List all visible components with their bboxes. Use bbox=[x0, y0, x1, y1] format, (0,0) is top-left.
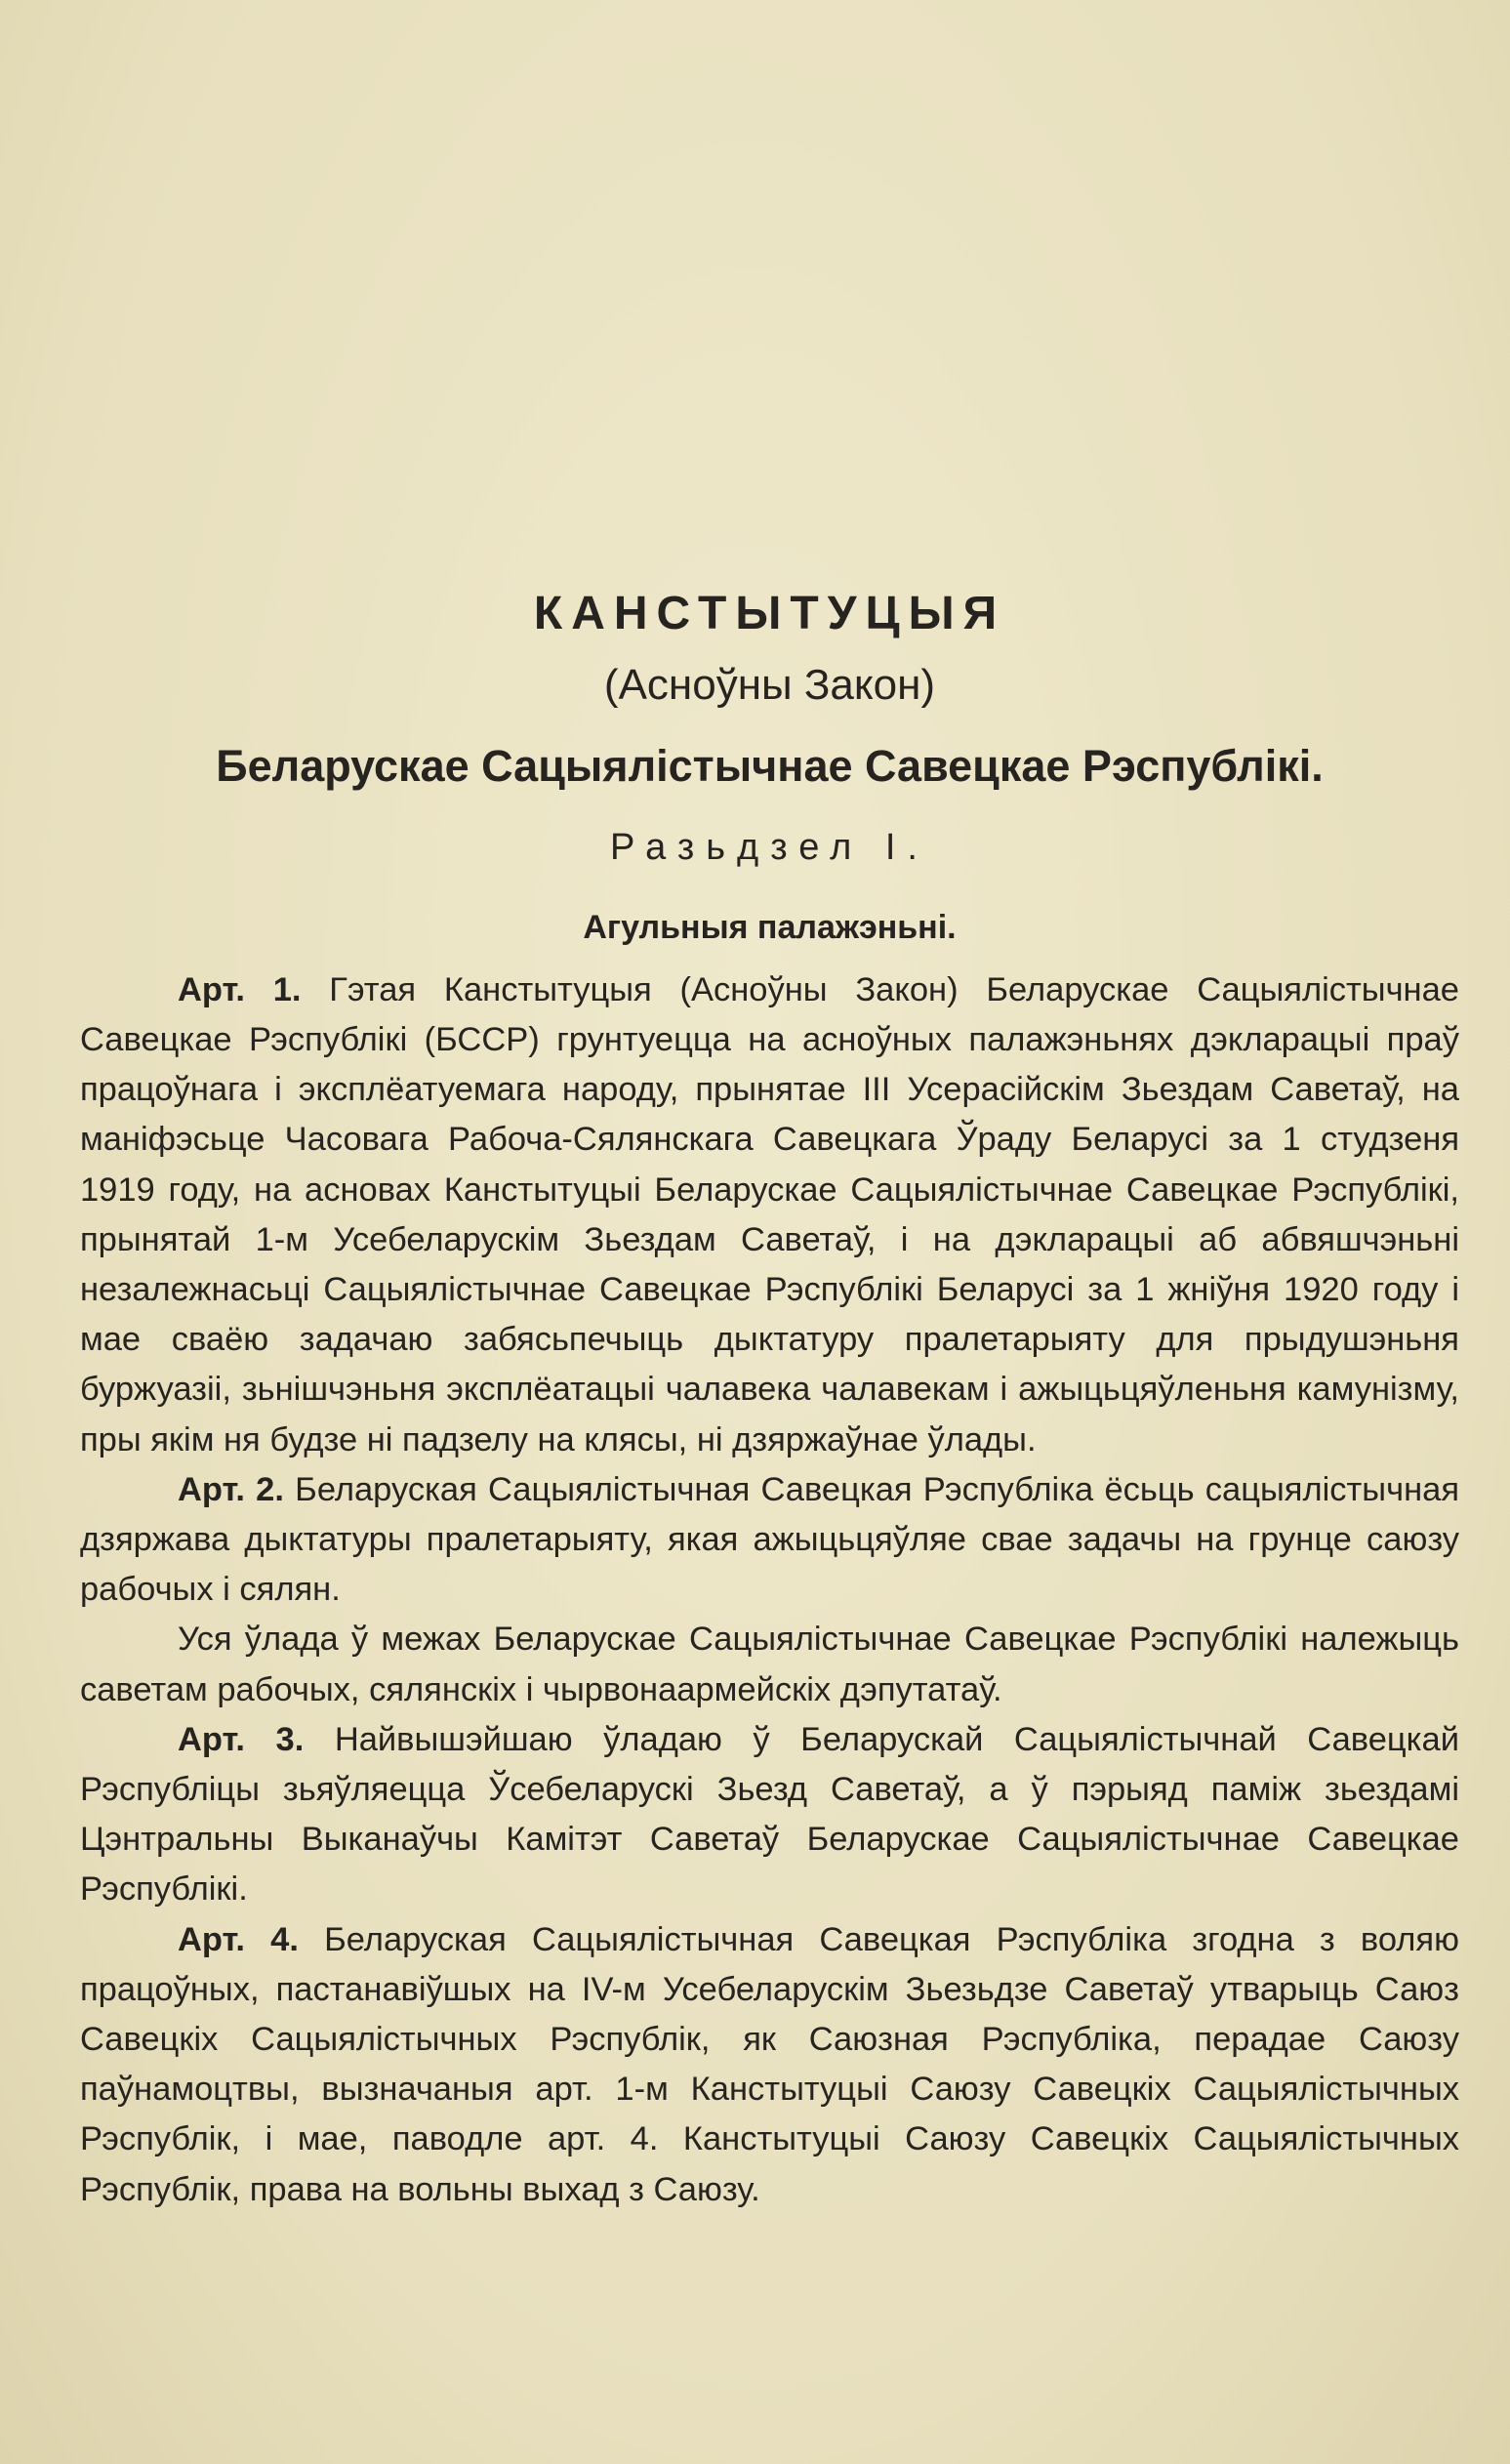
article-1 bbox=[80, 965, 1459, 1465]
article-text: Беларуская Сацыялістычная Савецкая Рэспубліка ёсьць сацыялістычная дзяржава дыктатуры пралетарыяту, якая ажыцьцяўляе свае задачы на грунце саюзу рабочых і сялян. bbox=[80, 1470, 1459, 1609]
article-label: Арт. 3. bbox=[178, 1720, 305, 1758]
article-2 bbox=[80, 1465, 1459, 1616]
article-3 bbox=[80, 1715, 1459, 1915]
article-text: Гэтая Канстытуцыя (Асноўны Закон) Беларускае Сацыялістычнае Савецкае Рэспублікі (БССР) грунтуецца на асноўных палажэньнях дэкларацыі праў працоўнага і эксплёатуемага народу, прынятае III Усерасійскім Зьездам Саветаў, на маніфэсьце Часовага Рабоча-Сялянскага Савецкага Ўраду Беларусі за 1 студзеня 1919 году, на асновах Канстытуцыі Беларускае Сацыялістычнае Савецкае Рэспублікі, прынятай 1-м Усебеларускім Зьездам Саветаў, і на дэкларацыі аб абвяшчэньні незалежнасьці Сацыялістычнае Савецкае Рэспублікі Беларусі за 1 жніўня 1920 году і мае сваёю задачаю забясьпечыць дыктатуру пралетарыяту для прыдушэньня буржуазіі, зьнішчэньня эксплёатацыі чалавека чалавекам і ажыцьцяўленьня камунізму, пры якім ня будзе ні падзелу на клясы, ні дзяржаўнае ўлады. bbox=[80, 970, 1459, 1458]
document-title: КАНСТЫТУЦЫЯ bbox=[533, 588, 1006, 639]
document-subtitle: (Асноўны Закон) bbox=[603, 660, 936, 709]
republic-name: Беларускае Сацыялістычнае Савецкае Рэспублікі. bbox=[216, 741, 1324, 792]
article-4 bbox=[80, 1915, 1459, 2215]
article-label: Арт. 1. bbox=[178, 970, 302, 1008]
article-label: Арт. 4. bbox=[178, 1920, 299, 1958]
document-page bbox=[80, 586, 1459, 2215]
article-label: Арт. 2. bbox=[178, 1470, 284, 1508]
article-text: Найвышэйшаю ўладаю ў Беларускай Сацыялістычнай Савецкай Рэспубліцы зьяўляецца Ўсебеларускі Зьезд Саветаў, а ў пэрыяд паміж зьездамі Цэнтральны Выканаўчы Камітэт Саветаў Беларускае Сацыялістычнае Савецкае Рэспублікі. bbox=[80, 1720, 1459, 1909]
article-text: Уся ўлада ў межах Беларускае Сацыялістычнае Савецкае Рэспублікі належыць саветам рабочых, сялянскіх і чырвонаармейскіх дэпутатаў. bbox=[80, 1621, 1459, 1708]
article-2-continuation bbox=[80, 1615, 1459, 1714]
section-title: Агульныя палажэньні. bbox=[583, 908, 957, 946]
section-heading: Разьдзел I. bbox=[610, 827, 929, 869]
article-text: Беларуская Сацыялістычная Савецкая Рэспубліка згодна з воляю працоўных, пастанавіўшых на IV-м Усебеларускім Зьезьдзе Саветаў утварыць Саюз Савецкіх Сацыялістычных Рэспублік, як Саюзная Рэспубліка, перадае Саюзу паўнамоцтвы, вызначаныя арт. 1-м Канстытуцыі Саюзу Савецкіх Сацыялістычных Рэспублік, і мае, паводле арт. 4. Канстытуцыі Саюзу Савецкіх Сацыялістычных Рэспублік, права на вольны выхад з Саюзу. bbox=[80, 1920, 1459, 2208]
